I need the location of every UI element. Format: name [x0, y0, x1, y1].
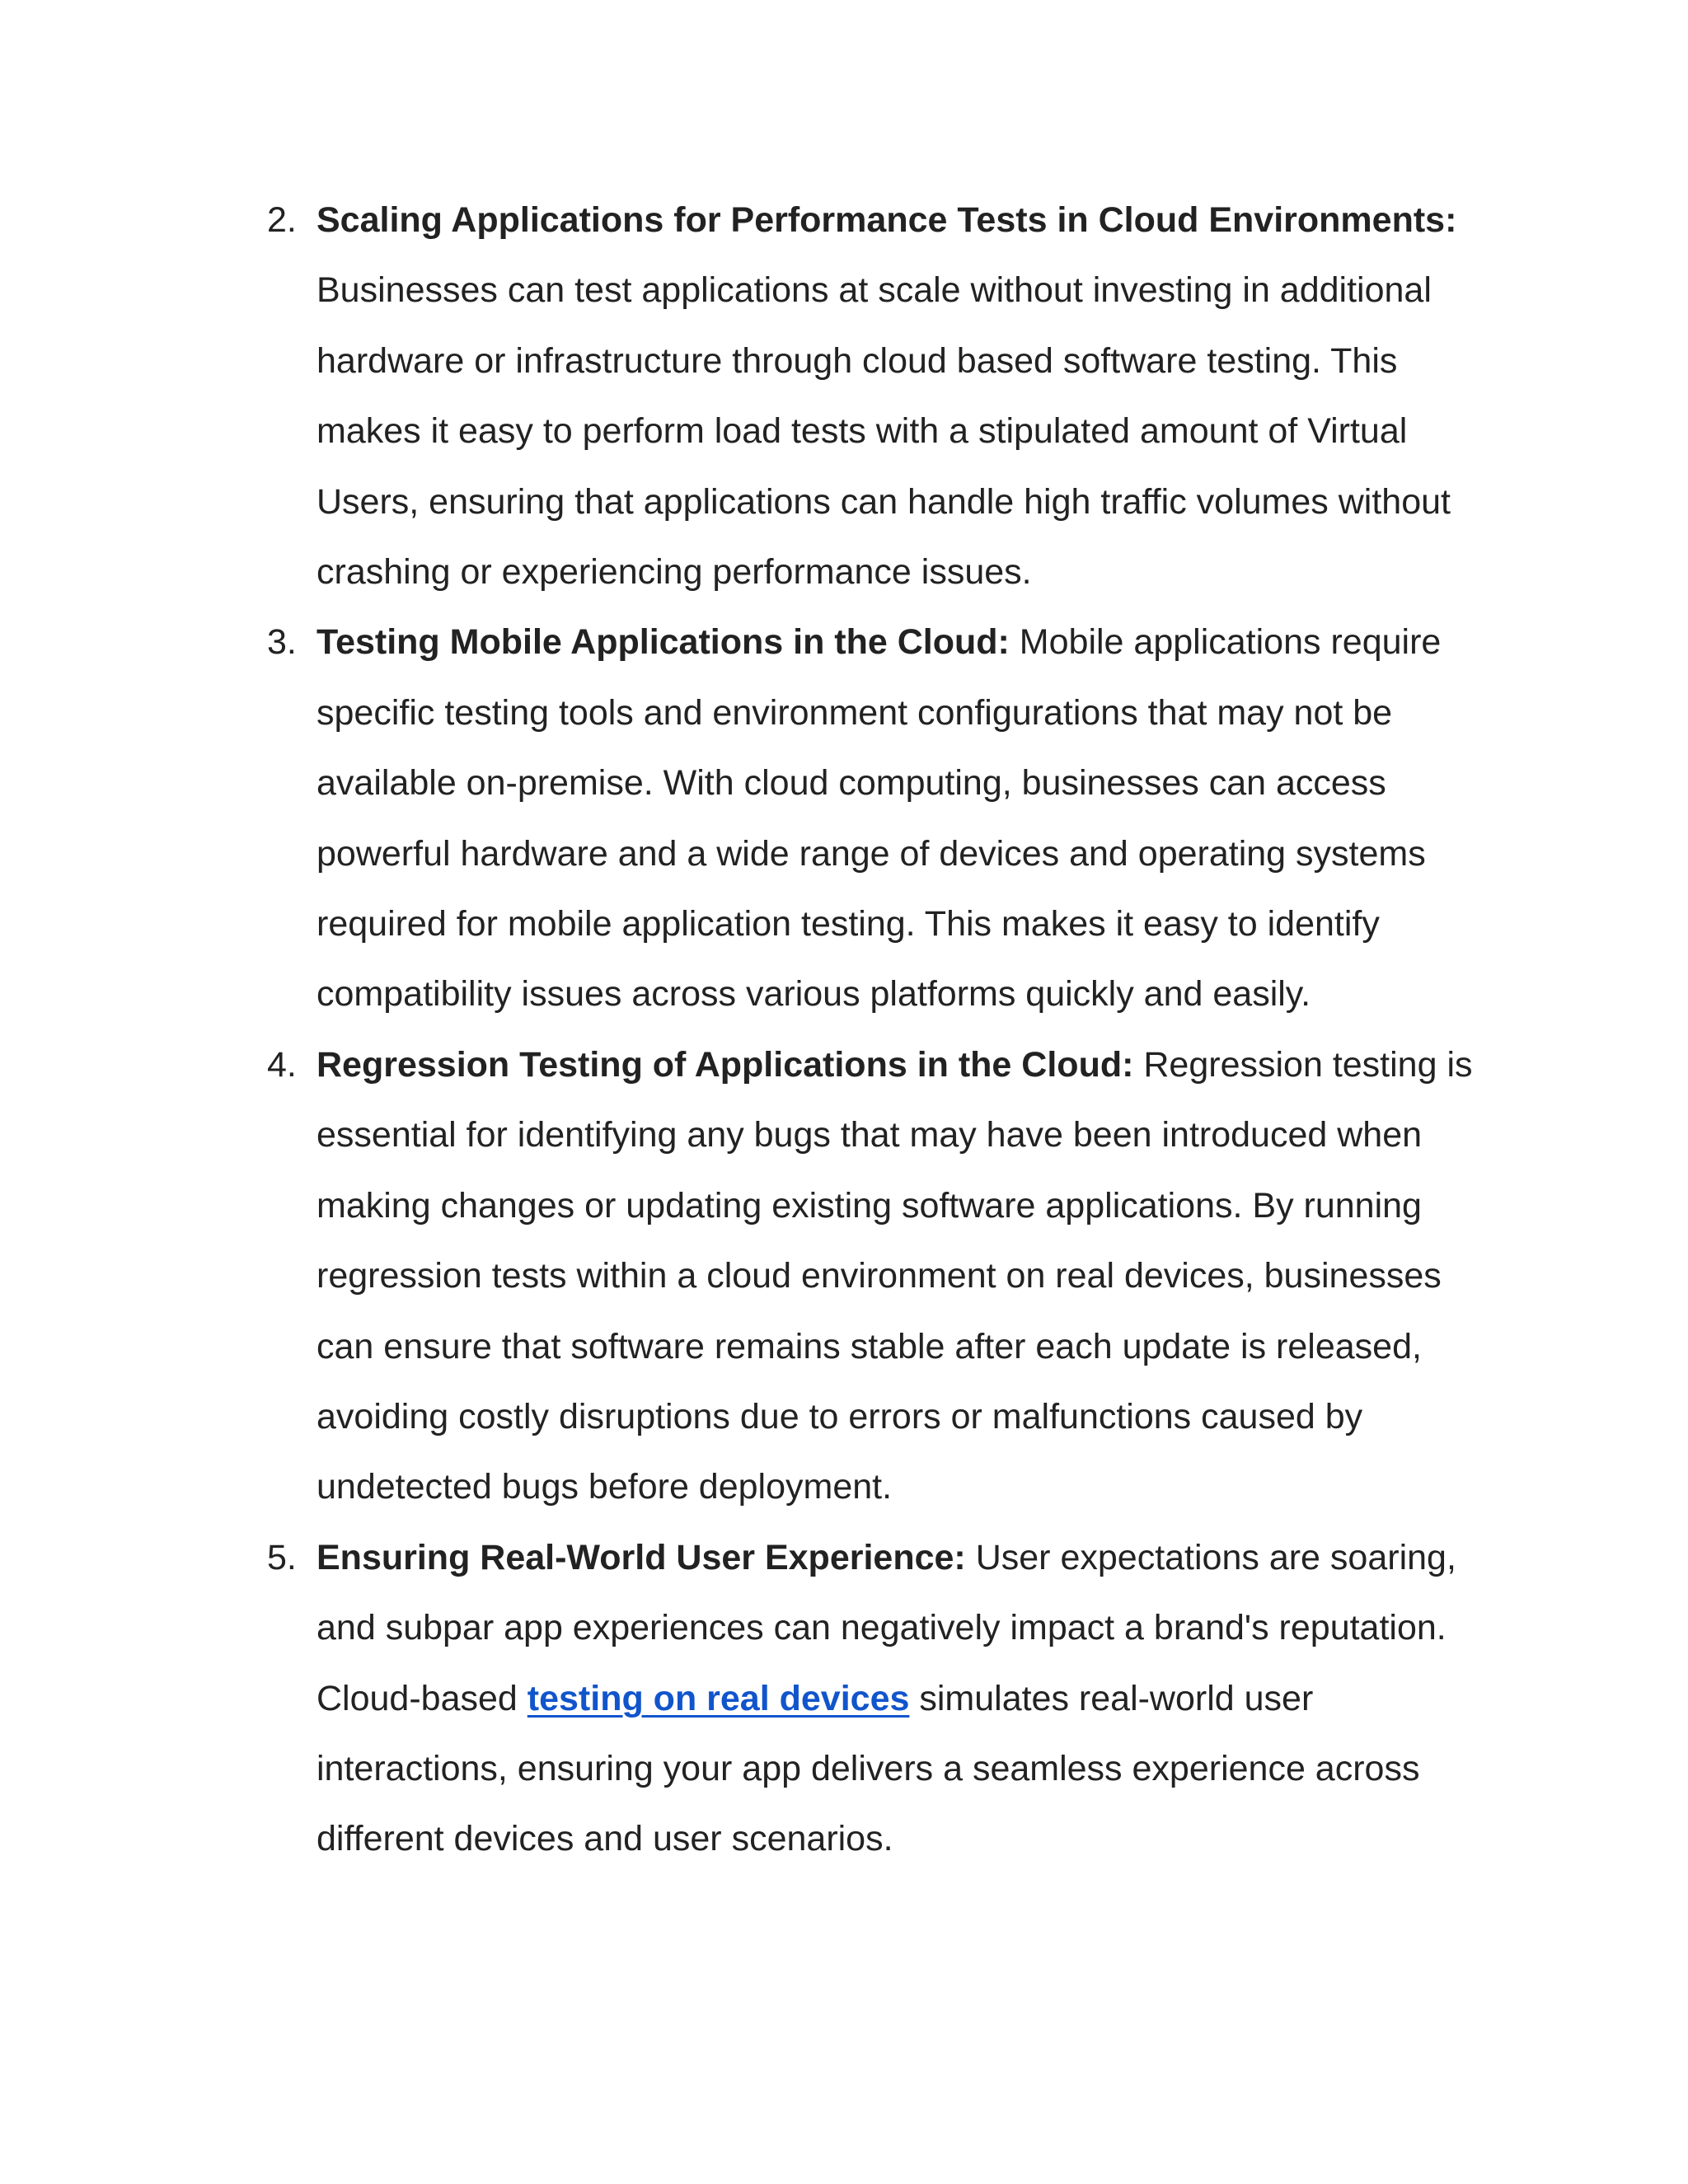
list-item	[267, 1523, 1479, 1875]
list-item-number: 2.	[267, 200, 297, 240]
list-item-number: 5.	[267, 1537, 297, 1577]
list-item-body	[316, 607, 1479, 1029]
list-item-number: 4.	[267, 1044, 297, 1085]
list-item-body	[316, 1030, 1479, 1523]
testing-on-real-devices-link[interactable]: testing on real devices	[527, 1678, 910, 1718]
list-item-text: simulates real-world user interactions, ensuring your app delivers a seamless experience across different devices and user scenarios.	[316, 1678, 1420, 1859]
list-item	[267, 185, 1479, 607]
list-item-text: User expectations are soaring, and subpar app experiences can negatively impact a brand's reputation. Cloud-based	[316, 1537, 1456, 1718]
list-item-body	[316, 185, 1479, 607]
list-item-text: Regression testing is essential for identifying any bugs that may have been introduced when making changes or updating existing software applications. By running regression tests within a cloud environment on real devices, businesses can ensure that software remains stable after each update is released, avoiding costly disruptions due to errors or malfunctions caused by undetected bugs before deployment.	[316, 1044, 1473, 1507]
list-item-heading: Ensuring Real-World User Experience:	[316, 1537, 966, 1577]
list-item	[267, 607, 1479, 1029]
list-item-heading: Regression Testing of Applications in the Cloud:	[316, 1044, 1134, 1085]
list-item-text: Mobile applications require specific testing tools and environment configurations that may not be available on-premise. With cloud computing, businesses can access powerful hardware and a wide range of devices and operating systems required for mobile application testing. This makes it easy to identify compatibility issues across various platforms quickly and easily.	[316, 622, 1442, 1015]
list-item-heading: Scaling Applications for Performance Tests in Cloud Environments:	[316, 200, 1457, 240]
list-item-number: 3.	[267, 622, 297, 663]
list-item-heading: Testing Mobile Applications in the Cloud:	[316, 622, 1010, 663]
numbered-list	[267, 185, 1479, 1875]
list-item	[267, 1030, 1479, 1523]
list-item-body	[316, 1523, 1479, 1875]
list-item-text: Businesses can test applications at scale without investing in additional hardware or infrastructure through cloud based software testing. This makes it easy to perform load tests with a stipulated amount of Virtual Users, ensuring that applications can handle high traffic volumes without crashing or experiencing performance issues.	[316, 270, 1451, 593]
